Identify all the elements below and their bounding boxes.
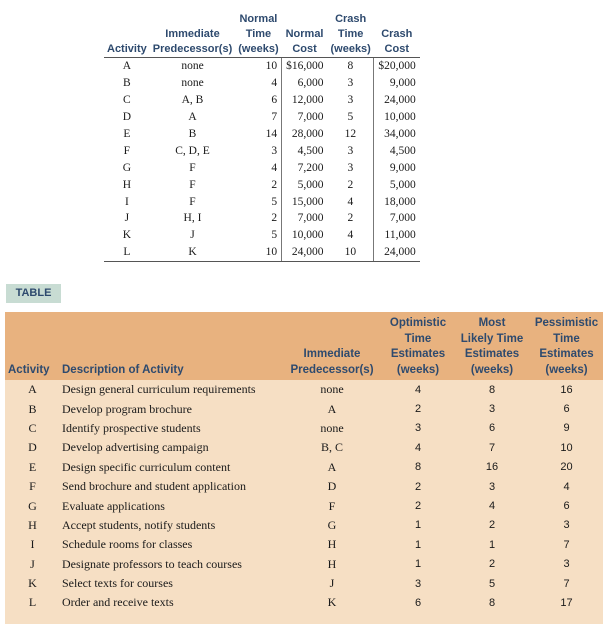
cell-description: Design general curriculum requirements: [62, 382, 256, 397]
cell-description: Develop advertising campaign: [62, 440, 209, 455]
cell-optimistic: 2: [414, 500, 422, 513]
table-row: [104, 227, 420, 244]
cell-crash-cost: 24,000: [384, 94, 416, 107]
cell-predecessor: F: [189, 161, 196, 174]
table-row: [5, 419, 603, 438]
cell-normal-cost: 6,000: [297, 77, 324, 90]
header-most-likely-line: Estimates: [464, 348, 520, 360]
header-optimistic-line: Time: [404, 332, 432, 345]
cell-predecessor: J: [329, 576, 335, 591]
header-predecessor: [282, 312, 382, 380]
cell-description: Accept students, notify students: [62, 517, 216, 532]
header-activity: Activity: [5, 312, 60, 380]
cell-normal-time: 4: [235, 159, 281, 176]
header-optimistic-line: Optimistic: [389, 317, 447, 329]
cell-most-likely: 7: [488, 441, 496, 454]
table-row: [5, 458, 603, 477]
cell-pessimistic: 16: [560, 383, 573, 396]
cell-optimistic: 4: [414, 441, 422, 454]
cell-activity: J: [124, 212, 130, 225]
table-row: [5, 438, 603, 457]
header-crash-cost-line: Crash: [381, 28, 413, 40]
cell-activity: E: [123, 128, 131, 140]
cell-crash-cost: 11,000: [384, 229, 416, 242]
cell-predecessor: H: [327, 537, 337, 552]
cell-optimistic: 8: [414, 461, 422, 474]
cell-activity: E: [28, 459, 37, 474]
cell-normal-cost: 12,000: [291, 94, 324, 107]
cell-predecessor: H, I: [183, 212, 202, 225]
cell-normal-time: 10: [235, 244, 281, 261]
cell-activity: C: [123, 94, 131, 107]
cell-most-likely: 1: [488, 538, 496, 551]
cell-most-likely: 8: [488, 596, 496, 609]
table-row: [5, 380, 603, 399]
cell-crash-time: 10: [327, 244, 373, 261]
cell-activity: B: [123, 77, 131, 90]
cell-pessimistic: 6: [563, 500, 570, 513]
cell-crash-cost: 34,000: [384, 128, 416, 140]
table-row: [104, 176, 420, 193]
cell-activity: A: [28, 382, 37, 397]
cell-crash-cost: $20,000: [378, 60, 416, 73]
cell-crash-time: 8: [327, 58, 373, 75]
cell-optimistic: 1: [414, 558, 422, 571]
header-activity: Activity: [104, 12, 150, 58]
table-row: [104, 58, 420, 75]
cell-normal-cost: 15,000: [291, 195, 324, 208]
cell-crash-time: 3: [327, 92, 373, 109]
cell-activity: H: [122, 178, 132, 191]
header-normal-cost: [282, 12, 328, 58]
header-predecessor: [150, 12, 236, 58]
cell-pessimistic: 3: [563, 519, 570, 532]
activity-table-body: [5, 380, 603, 613]
cell-normal-time: 2: [235, 210, 281, 227]
cell-pessimistic: 20: [560, 461, 573, 474]
table-row: [5, 496, 603, 515]
header-pessimistic-line: Time: [553, 332, 580, 345]
header-most-likely-line: Most: [478, 317, 506, 329]
header-crash-time-line: (weeks): [330, 43, 371, 55]
cell-pessimistic: 9: [563, 422, 570, 435]
table-row: [5, 555, 603, 574]
cell-predecessor: A, B: [181, 94, 204, 107]
cell-crash-time: 3: [327, 75, 373, 92]
cell-pessimistic: 7: [563, 577, 570, 590]
cell-most-likely: 3: [488, 403, 496, 416]
cell-activity: B: [28, 401, 37, 416]
header-normal-time-line: Time: [245, 28, 272, 40]
header-normal-cost-line: Normal: [285, 28, 324, 40]
cell-normal-time: 5: [235, 193, 281, 210]
cell-crash-time: 3: [327, 142, 373, 159]
cell-normal-time: 3: [235, 142, 281, 159]
cell-predecessor: G: [327, 517, 337, 532]
cell-most-likely: 4: [488, 500, 496, 513]
cell-predecessor: C, D, E: [175, 144, 210, 157]
cell-normal-cost: 5,000: [297, 178, 324, 191]
cell-normal-cost: 4,500: [297, 144, 324, 157]
cell-normal-time: 6: [235, 92, 281, 109]
cell-optimistic: 4: [414, 383, 422, 396]
cell-activity: K: [28, 576, 37, 591]
cell-description: Send brochure and student application: [62, 479, 246, 494]
cell-predecessor: none: [181, 60, 204, 73]
header-most-likely: [454, 312, 530, 380]
cell-activity: D: [28, 440, 37, 455]
header-most-likely-line: (weeks): [470, 363, 514, 376]
cell-predecessor: K: [150, 244, 236, 261]
header-crash-time-line: Time: [337, 28, 364, 40]
cell-activity: K: [122, 229, 132, 242]
header-normal-time-line: (weeks): [238, 43, 279, 55]
header-predecessor-line: Predecessor(s): [152, 43, 233, 55]
header-crash-cost-line: Cost: [384, 43, 409, 55]
cell-predecessor: A: [327, 459, 337, 474]
cell-optimistic: 3: [414, 577, 422, 590]
cell-crash-time: 4: [327, 227, 373, 244]
cell-most-likely: 8: [488, 383, 496, 396]
cell-predecessor: none: [320, 420, 344, 435]
table-row: [5, 399, 603, 418]
header-description: Description of Activity: [60, 312, 282, 380]
cell-most-likely: 2: [488, 558, 496, 571]
cell-normal-time: 7: [235, 109, 281, 126]
cell-description: Identify prospective students: [62, 420, 201, 435]
header-crash-time-line: Crash: [335, 13, 367, 25]
table-row: [5, 574, 603, 593]
cell-normal-cost: $16,000: [286, 60, 324, 73]
cell-normal-cost: 10,000: [291, 229, 324, 242]
cell-predecessor: none: [320, 382, 344, 397]
cell-predecessor: none: [181, 77, 204, 90]
cell-most-likely: 2: [488, 519, 496, 532]
cell-crash-cost: 7,000: [389, 212, 416, 225]
header-pessimistic-line: (weeks): [545, 363, 588, 376]
cell-pessimistic: 7: [563, 538, 570, 551]
header-pessimistic-line: Pessimistic: [534, 317, 599, 329]
cell-description: Order and receive texts: [62, 595, 174, 610]
cell-activity: G: [28, 498, 37, 513]
cell-crash-time: 2: [327, 176, 373, 193]
cell-crash-time: 3: [327, 159, 373, 176]
cell-pessimistic: 17: [560, 596, 573, 609]
cell-predecessor: A: [188, 111, 197, 124]
cell-normal-cost: 28,000: [291, 128, 324, 140]
cell-activity: L: [104, 244, 150, 261]
header-optimistic: [382, 312, 454, 380]
table-row: [104, 244, 420, 261]
table-label: TABLE: [6, 284, 61, 303]
cell-activity: A: [122, 60, 132, 73]
table-row: [5, 477, 603, 496]
cell-normal-time: 10: [235, 58, 281, 75]
table-row: [104, 126, 420, 143]
table-row: [104, 142, 420, 159]
cell-description: Evaluate applications: [62, 498, 165, 513]
cell-predecessor: B: [188, 128, 197, 140]
header-optimistic-line: (weeks): [396, 363, 440, 376]
cell-activity: I: [30, 537, 35, 552]
header-normal-time: [235, 12, 281, 58]
header-crash-time: [327, 12, 373, 58]
table-row: [104, 75, 420, 92]
header-normal-cost-line: Cost: [292, 43, 317, 55]
cell-crash-cost: 4,500: [389, 144, 416, 157]
cell-crash-time: 12: [327, 126, 373, 143]
crash-cost-table: [104, 12, 420, 262]
table-row: [5, 516, 603, 535]
header-predecessor-line: Predecessor(s): [290, 363, 374, 376]
header-normal-time-line: Normal: [239, 13, 278, 25]
cell-normal-time: 14: [235, 126, 281, 143]
cell-description: Select texts for courses: [62, 576, 173, 591]
cell-optimistic: 6: [414, 596, 422, 609]
table-row: [5, 593, 603, 612]
cell-crash-time: 5: [327, 109, 373, 126]
cell-pessimistic: 4: [563, 480, 570, 493]
cell-activity: L: [28, 595, 37, 610]
table-row: [104, 92, 420, 109]
cell-most-likely: 6: [488, 422, 496, 435]
cell-predecessor: K: [327, 595, 337, 610]
table-row: [104, 109, 420, 126]
header-crash-cost: [374, 12, 420, 58]
header-predecessor-line: Immediate: [165, 28, 220, 40]
cell-most-likely: 3: [488, 480, 496, 493]
cell-activity: C: [28, 420, 37, 435]
cell-activity: I: [124, 195, 129, 208]
header-pessimistic: [530, 312, 603, 380]
header-optimistic-line: Estimates: [390, 348, 446, 360]
cell-predecessor: B, C: [320, 440, 343, 455]
cell-predecessor: F: [328, 498, 336, 513]
cell-crash-cost: 10,000: [384, 111, 416, 124]
cell-crash-cost: 18,000: [384, 195, 416, 208]
cell-predecessor: D: [327, 479, 337, 494]
cell-description: Develop program brochure: [62, 401, 192, 416]
table-row: [104, 193, 420, 210]
cell-normal-time: 4: [235, 75, 281, 92]
cell-crash-time: 2: [327, 210, 373, 227]
cell-description: Design specific curriculum content: [62, 459, 231, 474]
cell-optimistic: 2: [414, 403, 422, 416]
header-most-likely-line: Likely Time: [460, 332, 524, 345]
cell-predecessor: F: [189, 195, 196, 208]
cell-predecessor: H: [327, 556, 337, 571]
header-predecessor-line: Immediate: [303, 348, 361, 360]
cell-normal-time: 5: [235, 227, 281, 244]
cell-normal-cost: 7,200: [297, 161, 324, 174]
cell-activity: G: [122, 161, 132, 174]
cell-normal-time: 2: [235, 176, 281, 193]
cell-normal-cost: 7,000: [297, 212, 324, 225]
cell-crash-cost: 9,000: [389, 77, 416, 90]
cell-most-likely: 5: [488, 577, 496, 590]
cell-activity: D: [122, 111, 132, 124]
cell-most-likely: 16: [485, 461, 499, 474]
cell-optimistic: 3: [414, 422, 422, 435]
cell-pessimistic: 3: [563, 558, 570, 571]
cell-crash-cost: 5,000: [389, 178, 416, 191]
cell-activity: H: [28, 517, 37, 532]
cell-activity: J: [30, 556, 35, 571]
table-row: [104, 210, 420, 227]
cell-description: Designate professors to teach courses: [62, 556, 242, 571]
cell-description: Schedule rooms for classes: [62, 537, 193, 552]
cell-crash-cost: 9,000: [389, 161, 416, 174]
cell-crash-cost: 24,000: [374, 244, 420, 261]
cell-pessimistic: 6: [563, 403, 570, 416]
cell-normal-cost: 24,000: [282, 244, 328, 261]
cell-pessimistic: 10: [560, 441, 573, 454]
table-row: [5, 535, 603, 554]
cell-activity: F: [123, 144, 131, 157]
cell-activity: F: [29, 479, 36, 494]
cell-predecessor: J: [190, 229, 195, 242]
cell-predecessor: F: [189, 178, 196, 191]
cell-crash-time: 4: [327, 193, 373, 210]
cell-optimistic: 1: [414, 538, 422, 551]
header-pessimistic-line: Estimates: [539, 348, 594, 360]
activity-estimates-table: [5, 312, 603, 613]
cell-normal-cost: 7,000: [297, 111, 324, 124]
crash-table-body: [104, 58, 420, 262]
cell-optimistic: 1: [414, 519, 422, 532]
table-row: [104, 159, 420, 176]
cell-optimistic: 2: [414, 480, 422, 493]
cell-predecessor: A: [327, 401, 337, 416]
